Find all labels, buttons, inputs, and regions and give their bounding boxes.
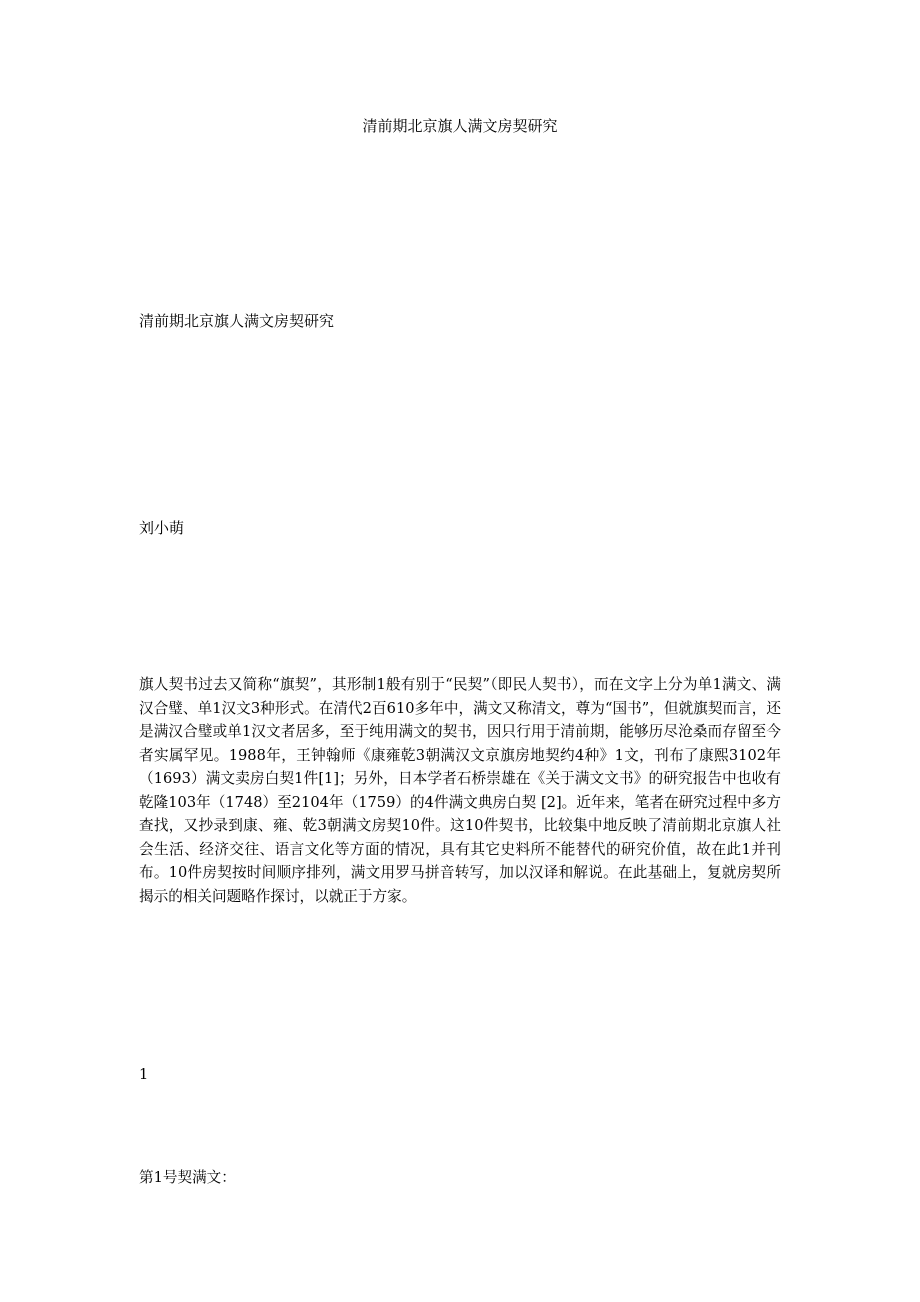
author-name: 刘小萌 — [139, 519, 185, 537]
contract-heading: 第1号契满文： — [139, 1169, 236, 1186]
section-number: 1 — [139, 1066, 149, 1083]
header-title: 清前期北京旗人满文房契研究 — [362, 117, 558, 135]
article-title: 清前期北京旗人满文房契研究 — [139, 312, 335, 330]
body-paragraph: 旗人契书过去又简称“旗契”，其形制1般有别于“民契”（即民人契书），而在文字上分为单1满文、满汉合璧、单1汉文3种形式。在清代2百610多年中，满文又称清文，尊为“国书”，但就旗契而言，还是满汉合璧或单1汉文者居多，至于纯用满文的契书，因只行用于清前期，能够历尽沧桑而存留至今者实属罕见。1988年，王钟翰师《康雍乾3朝满汉文京旗房地契约4种》1文，刊布了康熙3102年（1693）满文卖房白契1件[1]；另外，日本学者石桥崇雄在《关于满文文书》的研究报告中也收有乾隆103年（1748）至2104年（1759）的4件满文典房白契 [2]。近年来，笔者在研究过程中多方查找，又抄录到康、雍、乾3朝满文房契10件。这10件契书，比较集中地反映了清前期北京旗人社会生活、经济交往、语言文化等方面的情况，具有其它史料所不能替代的研究价值，故在此1并刊布。10件房契按时间顺序排列，满文用罗马拼音转写，加以汉译和解说。在此基础上，复就房契所揭示的相关问题略作探讨，以就正于方家。 — [139, 676, 781, 905]
